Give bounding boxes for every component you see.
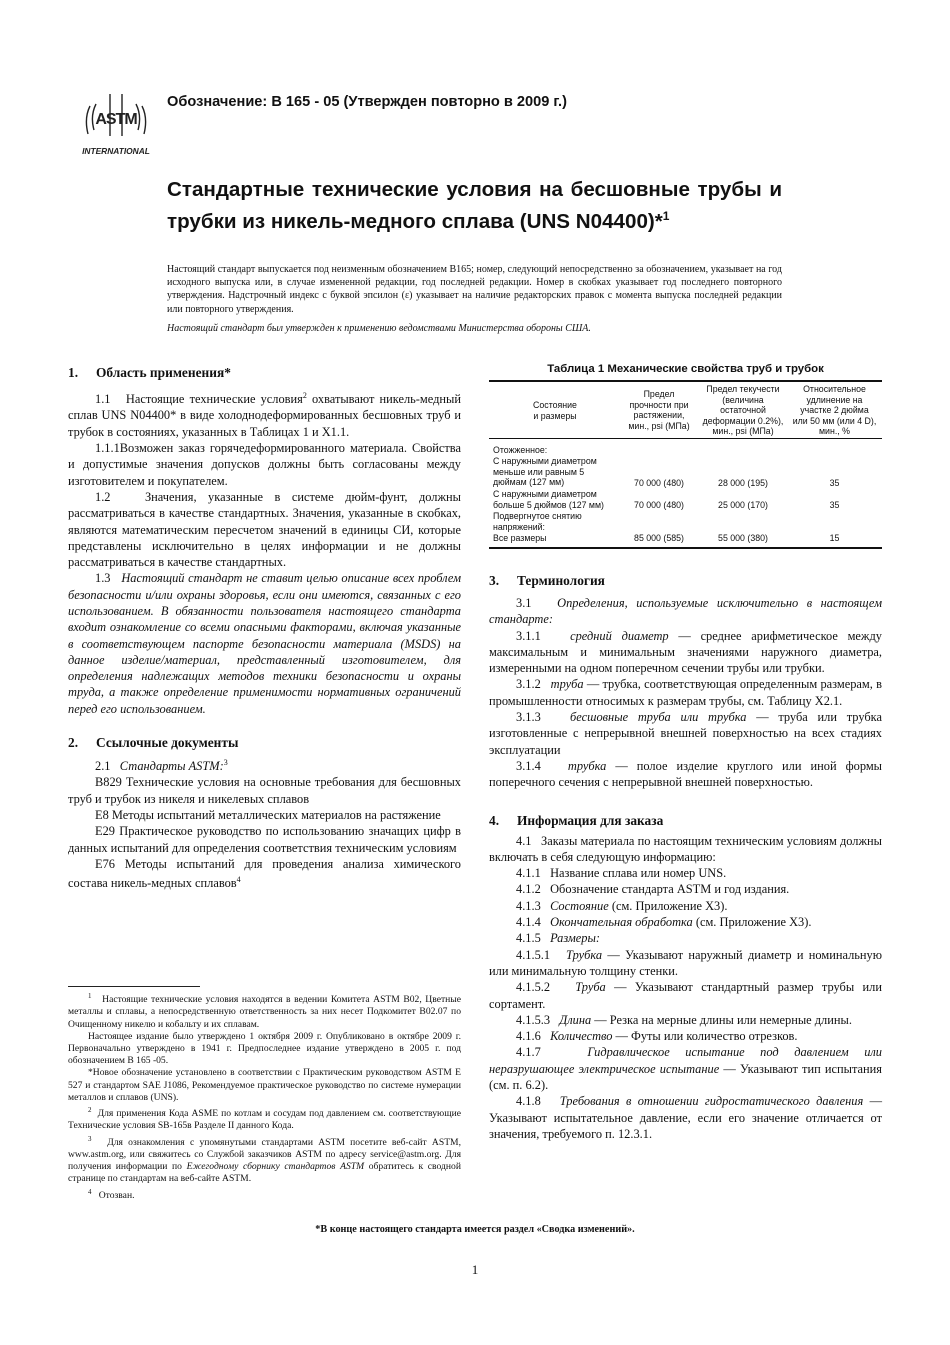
item-4-1-7: 4.1.7 Гидравлическое испытание под давлением или неразрушающее электрическое испытание — Указывают тип испытания (см. п. 6.2). [489,1045,882,1093]
footnote-1c: *Новое обозначение установлено в соответствии с Практическим руководством ASTM E 527 и стандартом SAE J1086, Рекомендуемое практическое руководство по системе нумерации металлов и сплавов (UNS). [68,1067,461,1103]
para-3-1: 3.1 Определения, используемые исключительно в настоящем стандарте: [489,596,882,627]
para-1-2: 1.2 Значения, указанные в системе дюйм-фунт, должны рассматриваться в качестве стандартных. Значения, указанные в скобках, являются математическим пересчетом значений в единицы СИ, которые представлены исключительно в целях информации и не должны рассматриваться в качестве стандартных. [68,489,462,570]
table-group-stress-relieved: Подвергнутое снятию напряжений: [493,511,582,532]
mechanical-properties-table [489,380,882,550]
item-4-1-5-2: 4.1.5.2 Труба — Указывают стандартный размер трубы или сортамент. [489,980,882,1011]
table-row-elongation: 35 [829,478,840,488]
table-header-yield: Предел текучести (величина остаточной деформации 0.2%), мин., psi (МПа) [702,384,784,437]
table-row-yield: 25 000 (170) [718,500,768,510]
ref-e8: E8 Методы испытаний металлических материалов на растяжение [95,808,441,823]
document-title [167,177,782,235]
table-row-yield: 55 000 (380) [718,533,768,543]
para-1-3: 1.3 Настоящий стандарт не ставит целью описание всех проблем безопасности и/или охраны здоровья, если они имеются, связанных с его использованием. В обязанности пользователя настоящего стандарта входит ознакомление со всеми опасными факторами, включая указанные в соответствующем паспорте безопасности материала (MSDS) на данное изделие/материал, представленный изготовителем, для определения надлежащих методов техники безопасности и охраны труда, а также определение применимости нормативных ограничений перед его использованием. [68,571,461,716]
item-4-1-4: 4.1.4 Окончательная обработка (см. Приложение X3). [516,915,812,930]
ref-e29: E29 Практическое руководство по использованию значащих цифр в данных испытаний для определения соответствия техническим условиям [68,824,461,855]
item-4-1-3: 4.1.3 Состояние (см. Приложение X3). [516,898,728,913]
table-header-elongation: Относительное удлинение на участке 2 дюйма или 50 мм (или 4 D), мин., % [792,384,877,437]
intro-paragraph: Настоящий стандарт выпускается под неизменным обозначением B165; номер, следующий непосредственно за обозначением, указывает на год исходного выпуска или, в случае измененной редакции, год последней редакции. Номер в скобках указывает год последнего повторного утверждения. Надстрочный индекс с буквой эпсилон (ε) указывает на наличие редакторских правок с момента выпуска последней редакции или повторного утверждения. [167,264,782,315]
section-4-heading: 4. Информация для заказа [489,812,664,828]
para-3-1-4: 3.1.4 трубка — полое изделие круглого или иной формы поперечного сечения с непрерывной внешней поверхностью. [489,758,882,790]
logo-mark: ASTM [95,111,137,128]
para-2-1: 2.1 Стандарты ASTM:$^3$ [95,758,228,774]
designation: Обозначение: B 165 - 05 (Утвержден повторно в 2009 г.) [167,94,567,110]
item-4-1-5-1: 4.1.5.1 Трубка — Указывают наружный диаметр и номинальную или минимальную толщину стенки. [489,947,882,978]
footnotes [68,990,461,1202]
approval-note: Настоящий стандарт был утвержден к применению ведомствами Министерства обороны США. [167,323,591,334]
table-row-tensile: 70 000 (480) [634,478,684,488]
table-rule-mid [489,438,882,439]
section-2-heading: 2. Ссылочные документы [68,735,239,751]
para-1-1-1: 1.1.1Возможен заказ горячедеформированного материала. Свойства и допустимые значения допусков должны быть согласованы между изготовителем и покупателем. [68,441,461,488]
astm-logo-icon [76,86,156,158]
item-4-1-6: 4.1.6 Количество — Футы или количество отрезков. [516,1029,798,1044]
summary-of-changes-note: *В конце настоящего стандарта имеется раздел «Сводка изменений». [315,1224,635,1235]
table-rule-top [489,380,882,382]
table-row-cond: С наружными диаметром больше 5 дюймов (127 мм) [493,489,604,510]
item-4-1-8: 4.1.8 Требования в отношении гидростатического давления — Указывают испытательное давление, если его значение отличается от значения, требуемого п. 12.3.1. [489,1094,882,1141]
table-group-annealed: Отожженное: [493,445,548,455]
footnote-3: $^3$ Для ознакомления с упомянутыми стандартами ASTM посетите веб-сайт ASTM, www.astm.org, или свяжитесь со Службой заказчиков ASTM по адресу service@astm.org. Для получения информации по Ежегодному сборнику стандартов ASTM обратитесь к сводной странице по стандартам на веб-сайте ASTM. [68,1134,461,1185]
item-4-1-5: 4.1.5 Размеры: [516,931,601,946]
item-4-1-2: 4.1.2 Обозначение стандарта ASTM и год издания. [516,882,790,897]
footnote-1b: Настоящее издание было утверждено 1 октября 2009 г. Опубликовано в октябре 2009 г. Первоначально утверждено в 1941 г. Предпоследнее издание утверждено в 2005 г. под обозначением B 165 -05. [68,1030,461,1067]
left-column [68,365,461,892]
table-row-tensile: 85 000 (585) [634,533,684,543]
table-row-yield: 28 000 (195) [718,478,768,488]
para-1-1: 1.1 Настоящие технические условия$^2$ охватывают никель-медный сплав UNS N04400* в виде холоднодеформированных бесшовных труб и трубок в состояниях, указанных в Таблицах 1 и X1.1. [68,391,462,439]
section-1-heading: 1. Область применения* [68,365,231,380]
title-sup: 1 [662,209,670,223]
footnote-4: $^4$ Отозван. [88,1187,135,1201]
page-number: 1 [471,1262,479,1277]
para-4-1: 4.1 Заказы материала по настоящим техническим условиям должны включать в себя следующую информацию: [489,833,883,864]
table-row-elongation: 15 [829,533,840,543]
ref-e76: E76 Методы испытаний для проведения анализа химического состава никель-медных сплавов$^4$ [68,856,461,891]
ref-b829: B829 Технические условия на основные требования для бесшовных труб и трубок из никеля и никелевых сплавов [68,775,461,806]
title-text: Стандартные технические условия на бесшовные трубы и трубки из никель-медного сплава (UNS N04400)* [167,178,782,233]
footnote-divider [68,986,200,987]
para-3-1-2: 3.1.2 труба — трубка, соответствующая определенным размерам, в промышленности относимых к размерам трубы, см. Таблицу X2.1. [489,677,882,708]
footnote-2: $^2$ Для применения Кода ASME по котлам и сосудам под давлением см. соответствующие Технические условия SB-165в Разделе II данного Кода. [68,1106,462,1132]
table-title: Таблица 1 Механические свойства труб и трубок [547,363,824,375]
table-row-cond: Все размеры [493,533,547,543]
table-row-tensile: 70 000 (480) [634,500,684,510]
table-header-tensile: Предел прочности при растяжении, мин., psi (МПа) [628,389,690,431]
para-3-1-3: 3.1.3 бесшовные труба или трубка — труба или трубка изготовленные с непрерывной внешней поверхностью на всех стадиях эксплуатации [489,710,882,757]
astm-logo [76,86,156,158]
table-header-condition: Состояние и размеры [533,400,577,421]
footnote-1: $^1$ Настоящие технические условия находятся в ведении Комитета ASTM B02, Цветные металлы и сплавы, а непосредственную ответственность за них несет Подкомитет B02.07 по Очищенному никелю и кобальту и их сплавам. [68,992,461,1030]
logo-caption: INTERNATIONAL [82,146,150,156]
table-row-elongation: 35 [829,500,840,510]
right-column [489,573,882,1142]
para-3-1-1: 3.1.1 средний диаметр — среднее арифметическое между максимальным и минимальным значениями наружного диаметра, измеренными на одном поперечном сечении трубы или трубки. [489,628,882,676]
item-4-1-5-3: 4.1.5.3 Длина — Резка на мерные длины или немерные длины. [516,1012,852,1027]
item-4-1-1: 4.1.1 Название сплава или номер UNS. [516,866,727,881]
section-3-heading: 3. Терминология [489,573,605,588]
table-rule-bottom [489,547,882,549]
table-row-cond: С наружными диаметром меньше или равным 5 дюймам (127 мм) [493,456,597,488]
